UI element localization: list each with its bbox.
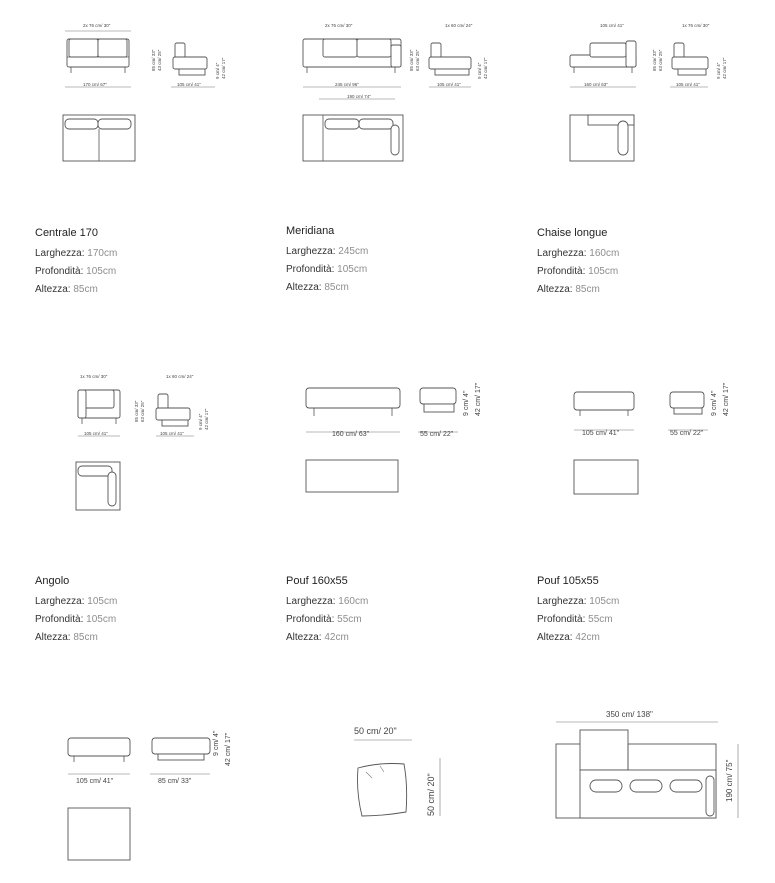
svg-text:170 cm/ 67": 170 cm/ 67" bbox=[83, 82, 107, 87]
svg-text:9 cm/ 4": 9 cm/ 4" bbox=[215, 62, 220, 79]
svg-text:42 cm/ 17": 42 cm/ 17" bbox=[723, 382, 730, 416]
pouf-105x55-drawing bbox=[568, 372, 748, 502]
product-name: Centrale 170 bbox=[35, 227, 98, 239]
svg-text:42 cm/ 17": 42 cm/ 17" bbox=[483, 57, 488, 79]
svg-text:160 cm/ 63": 160 cm/ 63" bbox=[332, 431, 370, 438]
svg-text:50 cm/ 20": 50 cm/ 20" bbox=[354, 726, 397, 736]
svg-text:105 cm/ 41": 105 cm/ 41" bbox=[582, 430, 620, 437]
centrale-170-drawing bbox=[55, 15, 245, 165]
svg-text:9 cm/ 4": 9 cm/ 4" bbox=[198, 413, 203, 430]
centrale-170-specs: Centrale 170 Larghezza: 170cm Profondità: 105cm Altezza: 85cm bbox=[35, 224, 117, 299]
cushion-drawing bbox=[350, 720, 450, 830]
svg-text:105 cm/ 41": 105 cm/ 41" bbox=[76, 778, 114, 785]
svg-text:9 cm/ 4": 9 cm/ 4" bbox=[213, 730, 220, 756]
product-name: Chaise longue bbox=[537, 227, 608, 239]
svg-text:63 cm/ 25": 63 cm/ 25" bbox=[140, 400, 145, 422]
svg-text:42 cm/ 17": 42 cm/ 17" bbox=[204, 408, 209, 430]
svg-text:105 cm/ 41": 105 cm/ 41" bbox=[160, 431, 184, 436]
product-name: Angolo bbox=[35, 575, 70, 587]
svg-text:42 cm/ 17": 42 cm/ 17" bbox=[722, 57, 727, 79]
product-name: Pouf 160x55 bbox=[286, 575, 348, 587]
svg-text:42 cm/ 17": 42 cm/ 17" bbox=[225, 732, 232, 766]
pouf-160x55-drawing bbox=[300, 372, 500, 502]
svg-text:2x 76 cm/ 30": 2x 76 cm/ 30" bbox=[325, 23, 353, 28]
svg-text:63 cm/ 25": 63 cm/ 25" bbox=[658, 49, 663, 71]
svg-text:105 cm/ 41": 105 cm/ 41" bbox=[600, 23, 624, 28]
pouf-160x55-specs: Pouf 160x55 Larghezza: 160cm Profondità: 55cm Altezza: 42cm bbox=[286, 572, 368, 647]
svg-text:85 cm/ 33": 85 cm/ 33" bbox=[134, 400, 139, 422]
svg-text:1x 60 cm/ 24": 1x 60 cm/ 24" bbox=[445, 23, 473, 28]
meridiana-specs: Meridiana Larghezza: 245cm Profondità: 105cm Altezza: 85cm bbox=[286, 222, 368, 297]
svg-text:190 cm/ 75": 190 cm/ 75" bbox=[725, 759, 734, 802]
svg-text:85 cm/ 33": 85 cm/ 33" bbox=[158, 778, 192, 785]
svg-text:245 cm/ 96": 245 cm/ 96" bbox=[335, 82, 359, 87]
svg-text:9 cm/ 4": 9 cm/ 4" bbox=[463, 390, 470, 416]
svg-text:55 cm/ 22": 55 cm/ 22" bbox=[670, 430, 704, 437]
svg-text:105 cm/ 41": 105 cm/ 41" bbox=[84, 431, 108, 436]
svg-text:1x 60 cm/ 24": 1x 60 cm/ 24" bbox=[166, 374, 194, 379]
product-name: Pouf 105x55 bbox=[537, 575, 599, 587]
svg-text:160 cm/ 63": 160 cm/ 63" bbox=[584, 82, 608, 87]
svg-text:63 cm/ 25": 63 cm/ 25" bbox=[415, 49, 420, 71]
svg-text:85 cm/ 33": 85 cm/ 33" bbox=[652, 49, 657, 71]
angolo-specs: Angolo Larghezza: 105cm Profondità: 105cm Altezza: 85cm bbox=[35, 572, 117, 647]
svg-text:2x 76 cm/ 30": 2x 76 cm/ 30" bbox=[83, 23, 111, 28]
svg-text:85 cm/ 33": 85 cm/ 33" bbox=[409, 49, 414, 71]
meridiana-drawing bbox=[295, 15, 515, 165]
svg-text:9 cm/ 4": 9 cm/ 4" bbox=[711, 390, 718, 416]
angolo-drawing bbox=[70, 366, 230, 516]
svg-text:50 cm/ 20": 50 cm/ 20" bbox=[426, 773, 436, 816]
svg-text:42 cm/ 17": 42 cm/ 17" bbox=[475, 382, 482, 416]
svg-text:1x 76 cm/ 30": 1x 76 cm/ 30" bbox=[80, 374, 108, 379]
svg-text:105 cm/ 41": 105 cm/ 41" bbox=[177, 82, 201, 87]
chaise-longue-drawing bbox=[560, 15, 760, 165]
svg-text:105 cm/ 41": 105 cm/ 41" bbox=[676, 82, 700, 87]
svg-text:9 cm/ 4": 9 cm/ 4" bbox=[716, 62, 721, 79]
product-name: Meridiana bbox=[286, 225, 335, 237]
svg-text:190 cm/ 74": 190 cm/ 74" bbox=[347, 94, 371, 99]
svg-text:350 cm/ 138": 350 cm/ 138" bbox=[606, 710, 653, 719]
svg-text:55 cm/ 22": 55 cm/ 22" bbox=[420, 431, 454, 438]
svg-text:43 cm/ 25": 43 cm/ 25" bbox=[157, 49, 162, 71]
svg-text:1x 76 cm/ 30": 1x 76 cm/ 30" bbox=[682, 23, 710, 28]
svg-text:42 cm/ 17": 42 cm/ 17" bbox=[221, 57, 226, 79]
chaise-longue-specs: Chaise longue Larghezza: 160cm Profondità: 105cm Altezza: 85cm bbox=[537, 224, 619, 299]
composition-drawing bbox=[550, 704, 760, 844]
svg-text:105 cm/ 41": 105 cm/ 41" bbox=[437, 82, 461, 87]
pouf-105x55-specs: Pouf 105x55 Larghezza: 105cm Profondità: 55cm Altezza: 42cm bbox=[537, 572, 619, 647]
svg-text:9 cm/ 4": 9 cm/ 4" bbox=[477, 62, 482, 79]
pouf-85-drawing bbox=[62, 722, 252, 872]
svg-text:85 cm/ 33": 85 cm/ 33" bbox=[151, 49, 156, 71]
